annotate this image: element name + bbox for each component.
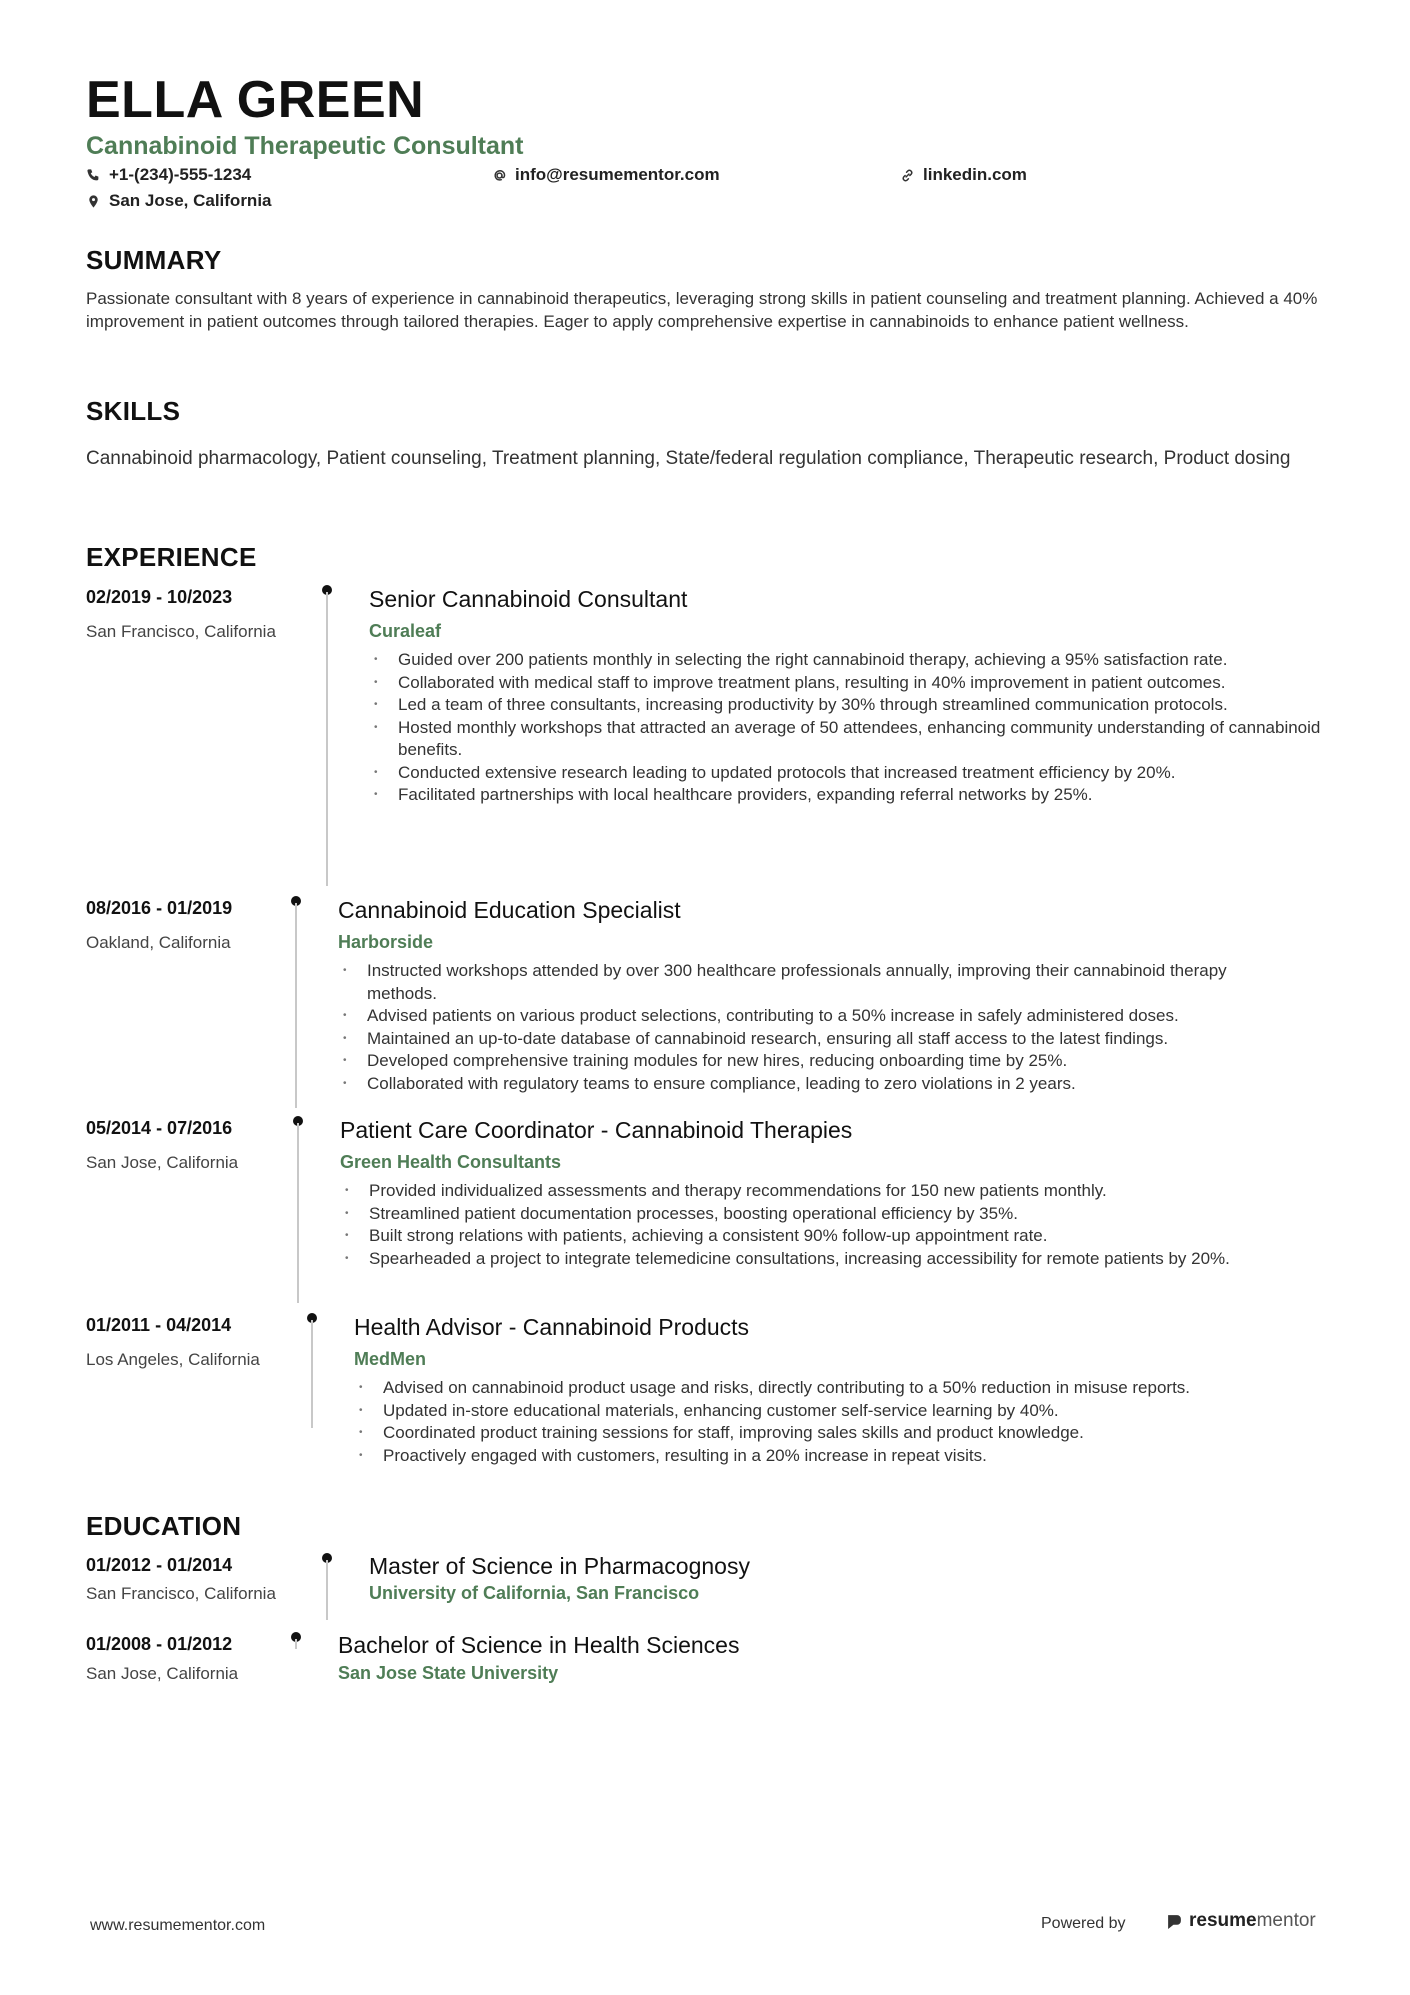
- list-item: • Coordinated product training sessions for staff, improving sales skills and product knowledge.: [354, 1422, 1314, 1445]
- list-item: • Collaborated with medical staff to improve treatment plans, resulting in 40% improvement in patient outcomes.: [369, 672, 1329, 695]
- footer-url[interactable]: www.resumementor.com: [90, 1917, 266, 1934]
- job-bullets: [369, 649, 1329, 807]
- job-location: San Francisco, California: [86, 622, 276, 641]
- degree-title: Master of Science in Pharmacognosy: [369, 1553, 750, 1579]
- list-item: • Instructed workshops attended by over 300 healthcare professionals annually, improving their cannabinoid therapy methods.: [338, 960, 1298, 1005]
- job-bullets: [338, 960, 1298, 1095]
- contact-phone: [86, 165, 251, 185]
- candidate-title: Cannabinoid Therapeutic Consultant: [86, 132, 524, 160]
- job-bullets: [340, 1180, 1300, 1270]
- list-item: • Developed comprehensive training modules for new hires, reducing onboarding time by 25%.: [338, 1050, 1298, 1073]
- brand-text-light: mentor: [1256, 1910, 1316, 1931]
- experience-heading: EXPERIENCE: [86, 542, 257, 572]
- job-location: Los Angeles, California: [86, 1350, 260, 1369]
- contact-email: [492, 165, 720, 185]
- school-name: San Jose State University: [338, 1663, 559, 1683]
- job-company: MedMen: [354, 1349, 426, 1369]
- location-pin-icon: [86, 194, 101, 209]
- powered-by-label: Powered by: [1041, 1915, 1126, 1932]
- job-dates: 05/2014 - 07/2016: [86, 1118, 233, 1138]
- skills-text: Cannabinoid pharmacology, Patient counseling, Treatment planning, State/federal regulation compliance, Therapeutic research, Product dosing: [86, 448, 1291, 469]
- brand-mark-icon: [1166, 1913, 1183, 1930]
- link-icon: [900, 168, 915, 183]
- at-icon: [492, 168, 507, 183]
- job-title: Patient Care Coordinator - Cannabinoid Therapies: [340, 1117, 853, 1143]
- education-location: San Jose, California: [86, 1664, 239, 1683]
- list-item: • Hosted monthly workshops that attracted an average of 50 attendees, enhancing community understanding of cannabinoid benefits.: [369, 717, 1329, 762]
- job-location: Oakland, California: [86, 933, 231, 952]
- list-item: • Advised patients on various product selections, contributing to a 50% increase in safely administered doses.: [338, 1005, 1298, 1028]
- list-item: • Maintained an up-to-date database of cannabinoid research, ensuring all staff access to the latest findings.: [338, 1028, 1298, 1051]
- contact-location: [86, 191, 272, 211]
- list-item: • Built strong relations with patients, achieving a consistent 90% follow-up appointment rate.: [340, 1225, 1300, 1248]
- summary-heading: SUMMARY: [86, 245, 222, 275]
- list-item: • Guided over 200 patients monthly in selecting the right cannabinoid therapy, achieving a 95% satisfaction rate.: [369, 649, 1329, 672]
- list-item: • Updated in-store educational materials, enhancing customer self-service learning by 40%.: [354, 1400, 1314, 1423]
- timeline-line: [311, 1320, 313, 1428]
- timeline-line: [295, 1639, 297, 1649]
- job-dates: 08/2016 - 01/2019: [86, 898, 233, 918]
- job-company: Green Health Consultants: [340, 1152, 562, 1172]
- summary-text: Passionate consultant with 8 years of experience in cannabinoid therapeutics, leveraging strong skills in patient counseling and treatment planning. Achieved a 40% improvement in patient outcomes through tailored therapies. Eager to apply comprehensive expertise in cannabinoids to enhance patient wellness.: [86, 289, 1318, 331]
- job-company: Curaleaf: [369, 621, 442, 641]
- job-title: Senior Cannabinoid Consultant: [369, 586, 688, 612]
- job-dates: 02/2019 - 10/2023: [86, 587, 233, 607]
- timeline-line: [297, 1123, 299, 1303]
- skills-heading: SKILLS: [86, 396, 181, 426]
- timeline-line: [326, 1560, 328, 1620]
- list-item: • Provided individualized assessments and therapy recommendations for 150 new patients monthly.: [340, 1180, 1300, 1203]
- list-item: • Advised on cannabinoid product usage and risks, directly contributing to a 50% reduction in misuse reports.: [354, 1377, 1314, 1400]
- contact-linkedin: [900, 165, 1027, 185]
- candidate-name: ELLA GREEN: [86, 71, 425, 129]
- job-title: Health Advisor - Cannabinoid Products: [354, 1314, 750, 1340]
- timeline-line: [295, 903, 297, 1108]
- email-text[interactable]: info@resumementor.com: [515, 165, 720, 184]
- linkedin-text[interactable]: linkedin.com: [923, 165, 1027, 184]
- phone-text: +1-(234)-555-1234: [109, 165, 252, 184]
- job-dates: 01/2011 - 04/2014: [86, 1315, 232, 1335]
- job-location: San Jose, California: [86, 1153, 239, 1172]
- job-bullets: [354, 1377, 1314, 1467]
- list-item: • Collaborated with regulatory teams to ensure compliance, leading to zero violations in 2 years.: [338, 1073, 1298, 1096]
- brand-text-bold: resume: [1189, 1910, 1257, 1931]
- list-item: • Led a team of three consultants, increasing productivity by 30% through streamlined communication protocols.: [369, 694, 1329, 717]
- education-dates: 01/2008 - 01/2012: [86, 1634, 233, 1654]
- timeline-line: [326, 592, 328, 886]
- education-location: San Francisco, California: [86, 1584, 276, 1603]
- job-company: Harborside: [338, 932, 434, 952]
- list-item: • Facilitated partnerships with local healthcare providers, expanding referral networks by 25%.: [369, 784, 1329, 807]
- list-item: • Spearheaded a project to integrate telemedicine consultations, increasing accessibility for remote patients by 20%.: [340, 1248, 1300, 1271]
- education-heading: EDUCATION: [86, 1511, 242, 1541]
- phone-icon: [86, 168, 101, 183]
- school-name: University of California, San Francisco: [369, 1583, 700, 1603]
- list-item: • Conducted extensive research leading to updated protocols that increased treatment efficiency by 20%.: [369, 762, 1329, 785]
- location-text: San Jose, California: [109, 191, 272, 210]
- education-dates: 01/2012 - 01/2014: [86, 1555, 233, 1575]
- degree-title: Bachelor of Science in Health Sciences: [338, 1632, 740, 1658]
- list-item: • Streamlined patient documentation processes, boosting operational efficiency by 35%.: [340, 1203, 1300, 1226]
- list-item: • Proactively engaged with customers, resulting in a 20% increase in repeat visits.: [354, 1445, 1314, 1468]
- brand-logo[interactable]: [1166, 1910, 1316, 1932]
- job-title: Cannabinoid Education Specialist: [338, 897, 681, 923]
